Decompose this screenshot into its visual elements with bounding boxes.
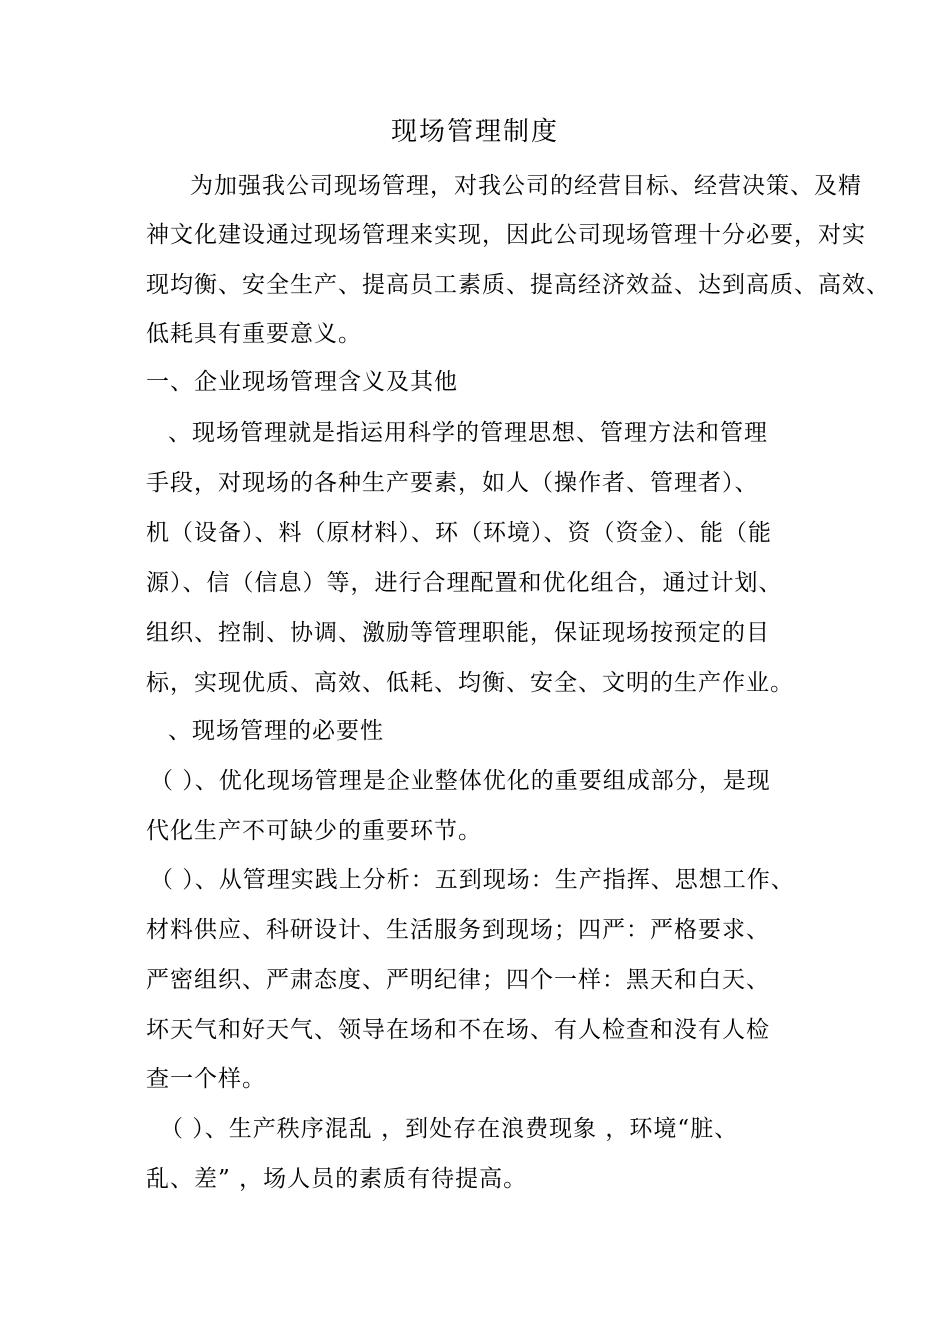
paragraph-line: 为加强我公司现场管理，对我公司的经营目标、经营决策、及精 — [190, 173, 862, 199]
paragraph-line: 标，实现优质、高效、低耗、均衡、安全、文明的生产作业。 — [146, 670, 794, 696]
paragraph-line: 组织、控制、协调、激励等管理职能，保证现场按预定的目 — [146, 620, 770, 646]
section-heading: 一、企业现场管理含义及其他 — [146, 369, 458, 395]
paragraph-line: 现均衡、安全生产、提高员工素质、提高经济效益、达到高质、高效、 — [146, 272, 890, 298]
paragraph-line: 材料供应、科研设计、生活服务到现场；四严：严格要求、 — [146, 917, 770, 943]
document-title: 现场管理制度 — [390, 117, 559, 147]
paragraph-line: 机（设备）、料（原材料）、环（环境）、资（资金）、能（能 — [146, 520, 772, 546]
paragraph-line: （ ）、从管理实践上分析：五到现场：生产指挥、思想工作、 — [150, 867, 795, 893]
paragraph-line: 严密组织、严肃态度、严明纪律；四个一样：黑天和白天、 — [146, 967, 770, 993]
paragraph-line: （ ）、优化现场管理是企业整体优化的重要组成部分，是现 — [150, 768, 771, 794]
paragraph-line: 坏天气和好天气、领导在场和不在场、有人检查和没有人检 — [146, 1017, 770, 1043]
paragraph-line: 代化生产不可缺少的重要环节。 — [146, 818, 482, 844]
paragraph-line: 低耗具有重要意义。 — [146, 321, 362, 347]
paragraph-line: （ ）、生产秩序混乱 ，到处存在浪费现象 ，环境“脏、 — [160, 1116, 739, 1142]
paragraph-line: 手段，对现场的各种生产要素，如人（操作者、管理者）、 — [146, 470, 759, 496]
paragraph-line: 查一个样。 — [146, 1066, 266, 1092]
paragraph-line: 、现场管理就是指运用科学的管理思想、管理方法和管理 — [168, 420, 768, 446]
paragraph-line: 神文化建设通过现场管理来实现，因此公司现场管理十分必要，对实 — [146, 222, 866, 248]
paragraph-line: 乱、差” ，场人员的素质有待提高。 — [146, 1166, 528, 1192]
paragraph-line: 源）、信（信息）等，进行合理配置和优化组合，通过计划、 — [146, 570, 783, 596]
subsection-heading: 、现场管理的必要性 — [168, 718, 384, 744]
